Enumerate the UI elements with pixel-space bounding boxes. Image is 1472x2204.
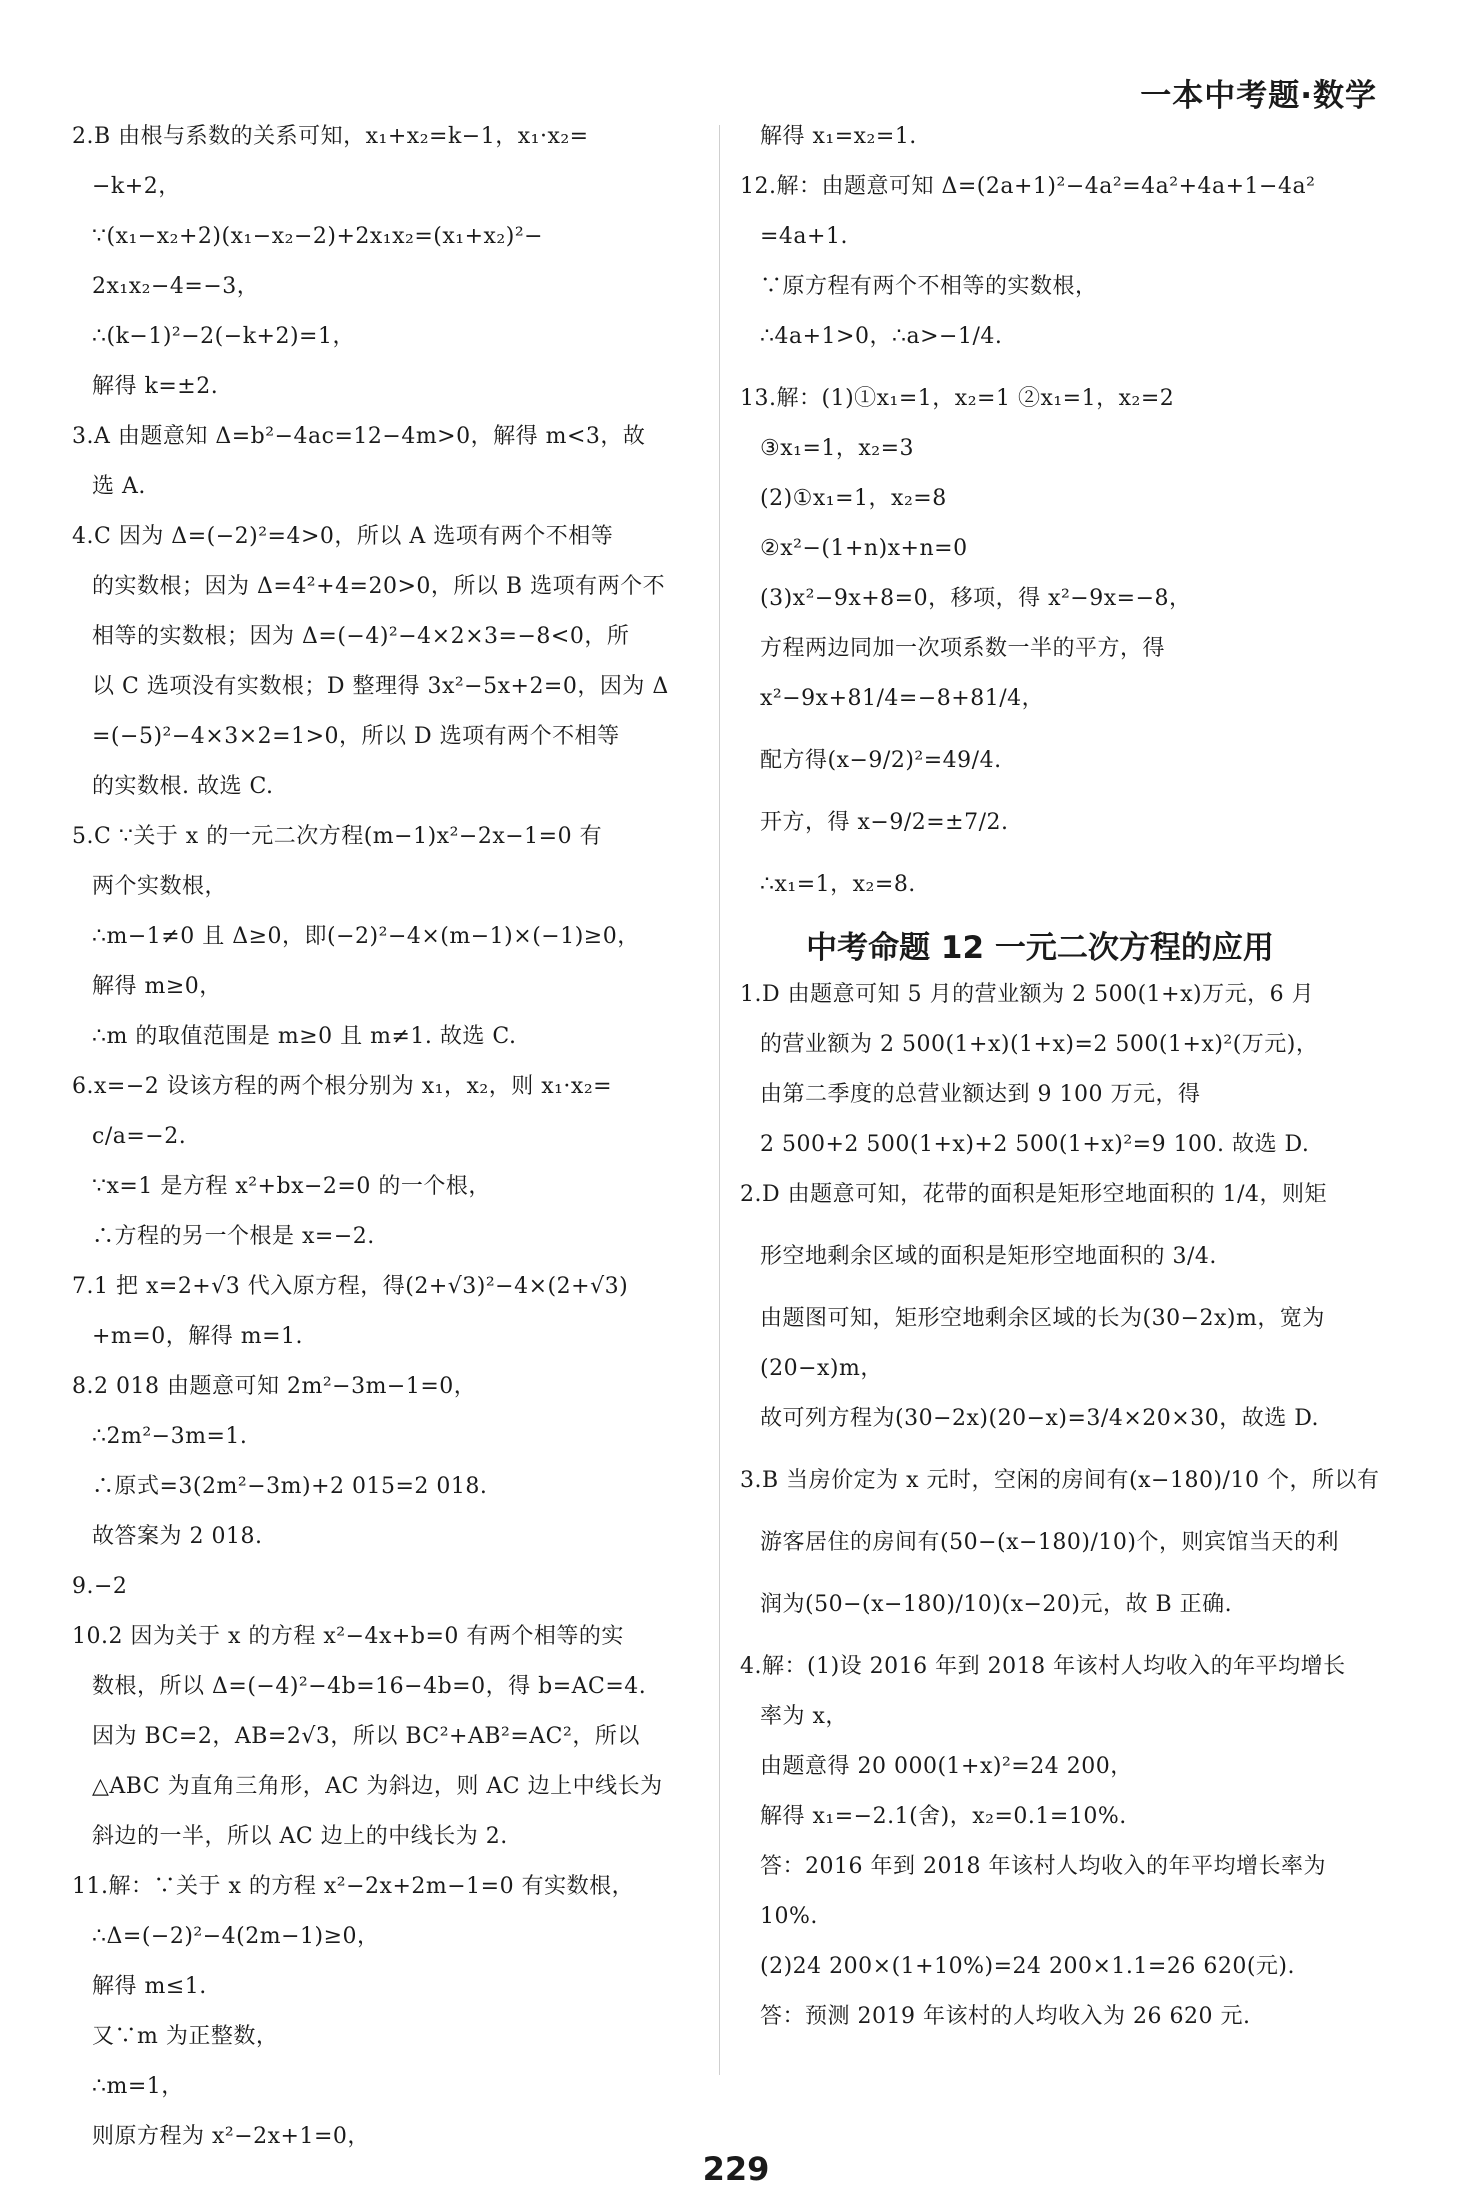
section-heading: 中考命题 12 一元二次方程的应用 (806, 930, 1274, 966)
text-line: 又∵m 为正整数， (92, 2024, 279, 2049)
text-line: 的营业额为 2 500(1+x)(1+x)=2 500(1+x)²(万元)， (760, 1032, 1319, 1057)
text-line: 2 500+2 500(1+x)+2 500(1+x)²=9 100. 故选 D. (760, 1132, 1310, 1157)
text-line: 8.2 018 由题意可知 2m²−3m−1=0， (72, 1374, 477, 1399)
text-line: ∴方程的另一个根是 x=−2. (92, 1224, 375, 1249)
text-line: 的实数根. 故选 C. (92, 774, 274, 799)
text-line: ∴x₁=1，x₂=8. (760, 872, 916, 897)
text-line: 2.D 由题意可知，花带的面积是矩形空地面积的 1/4，则矩 (740, 1182, 1328, 1207)
text-line: 形空地剩余区域的面积是矩形空地面积的 3/4. (760, 1244, 1217, 1269)
text-line: 由第二季度的总营业额达到 9 100 万元，得 (760, 1082, 1201, 1107)
text-line: 解得 m≤1. (92, 1974, 207, 1999)
text-line: 13.解：(1)①x₁=1，x₂=1 ②x₁=1，x₂=2 (740, 386, 1175, 411)
text-line: ∴4a+1>0，∴a>−1/4. (760, 324, 1003, 349)
text-line: 9.−2 (72, 1574, 128, 1599)
page-number: 229 (702, 2150, 770, 2188)
text-line: 解得 k=±2. (92, 374, 219, 399)
text-line: 11.解：∵关于 x 的方程 x²−2x+2m−1=0 有实数根， (72, 1874, 635, 1899)
text-line: ∵(x₁−x₂+2)(x₁−x₂−2)+2x₁x₂=(x₁+x₂)²− (92, 224, 544, 249)
text-line: 斜边的一半，所以 AC 边上的中线长为 2. (92, 1824, 508, 1849)
text-line: c/a=−2. (92, 1124, 187, 1149)
text-line: 方程两边同加一次项系数一半的平方，得 (760, 636, 1166, 661)
text-line: (3)x²−9x+8=0，移项，得 x²−9x=−8， (760, 586, 1192, 611)
text-line: 答：2016 年到 2018 年该村人均收入的年平均增长率为 (760, 1854, 1326, 1879)
text-line: (20−x)m， (760, 1356, 883, 1381)
text-line: x²−9x+81/4=−8+81/4， (760, 686, 1045, 711)
text-line: 因为 BC=2，AB=2√3，所以 BC²+AB²=AC²，所以 (92, 1724, 640, 1749)
text-line: 相等的实数根；因为 Δ=(−4)²−4×2×3=−8<0，所 (92, 624, 630, 649)
text-line: 配方得(x−9/2)²=49/4. (760, 748, 1002, 773)
text-line: 则原方程为 x²−2x+1=0， (92, 2124, 370, 2149)
text-line: ∴原式=3(2m²−3m)+2 015=2 018. (92, 1474, 488, 1499)
text-line: 12.解：由题意可知 Δ=(2a+1)²−4a²=4a²+4a+1−4a² (740, 174, 1316, 199)
text-line: ③x₁=1，x₂=3 (760, 436, 915, 461)
text-line: 4.C 因为 Δ=(−2)²=4>0，所以 A 选项有两个不相等 (72, 524, 614, 549)
left-column (72, 122, 697, 2172)
text-line: ∴m 的取值范围是 m≥0 且 m≠1. 故选 C. (92, 1024, 517, 1049)
text-line: ②x²−(1+n)x+n=0 (760, 536, 968, 561)
text-line: 10.2 因为关于 x 的方程 x²−4x+b=0 有两个相等的实 (72, 1624, 624, 1649)
text-line: 4.解：(1)设 2016 年到 2018 年该村人均收入的年平均增长 (740, 1654, 1346, 1679)
text-line: 1.D 由题意可知 5 月的营业额为 2 500(1+x)万元，6 月 (740, 982, 1315, 1007)
text-line: 由题意得 20 000(1+x)²=24 200， (760, 1754, 1133, 1779)
text-line: =4a+1. (760, 224, 848, 249)
text-line: 以 C 选项没有实数根；D 整理得 3x²−5x+2=0，因为 Δ (92, 674, 669, 699)
text-line: 开方，得 x−9/2=±7/2. (760, 810, 1009, 835)
text-line: 故答案为 2 018. (92, 1524, 263, 1549)
text-line: 10%. (760, 1904, 818, 1929)
text-line: 的实数根；因为 Δ=4²+4=20>0，所以 B 选项有两个不 (92, 574, 666, 599)
text-line: 解得 x₁=−2.1(舍)，x₂=0.1=10%. (760, 1804, 1127, 1829)
text-line: 游客居住的房间有(50−(x−180)/10)个，则宾馆当天的利 (760, 1530, 1339, 1555)
text-line: −k+2， (92, 174, 181, 199)
text-line: 由题图可知，矩形空地剩余区域的长为(30−2x)m，宽为 (760, 1306, 1325, 1331)
text-line: 数根，所以 Δ=(−4)²−4b=16−4b=0，得 b=AC=4. (92, 1674, 647, 1699)
text-line: 两个实数根， (92, 874, 228, 899)
text-line: ∴2m²−3m=1. (92, 1424, 248, 1449)
text-line: 润为(50−(x−180)/10)(x−20)元，故 B 正确. (760, 1592, 1233, 1617)
text-line: 3.B 当房价定为 x 元时，空闲的房间有(x−180)/10 个，所以有 (740, 1468, 1380, 1493)
text-line: 解得 x₁=x₂=1. (760, 124, 917, 149)
text-line: ∴Δ=(−2)²−4(2m−1)≥0， (92, 1924, 380, 1949)
text-line: 2.B 由根与系数的关系可知，x₁+x₂=k−1，x₁·x₂= (72, 124, 589, 149)
text-line: △ABC 为直角三角形，AC 为斜边，则 AC 边上中线长为 (92, 1774, 663, 1799)
text-line: 选 A. (92, 474, 146, 499)
text-line: 故可列方程为(30−2x)(20−x)=3/4×20×30，故选 D. (760, 1406, 1320, 1431)
text-line: ∵原方程有两个不相等的实数根， (760, 274, 1098, 299)
text-line: 解得 m≥0， (92, 974, 222, 999)
text-line: ∵x=1 是方程 x²+bx−2=0 的一个根， (92, 1174, 491, 1199)
page-header-title: 一本中考题·数学 (1140, 78, 1377, 114)
text-line: 7.1 把 x=2+√3 代入原方程，得(2+√3)²−4×(2+√3) (72, 1274, 629, 1299)
text-line: 3.A 由题意知 Δ=b²−4ac=12−4m>0，解得 m<3，故 (72, 424, 646, 449)
text-line: ∴(k−1)²−2(−k+2)=1， (92, 324, 355, 349)
column-divider (719, 125, 720, 2075)
text-line: 2x₁x₂−4=−3， (92, 274, 260, 299)
text-line: +m=0，解得 m=1. (92, 1324, 304, 1349)
text-line: ∴m=1， (92, 2074, 184, 2099)
right-column (740, 122, 1380, 2052)
text-line: ∴m−1≠0 且 Δ≥0，即(−2)²−4×(m−1)×(−1)≥0， (92, 924, 640, 949)
text-line: 率为 x， (760, 1704, 848, 1729)
text-line: (2)24 200×(1+10%)=24 200×1.1=26 620(元). (760, 1954, 1295, 1979)
text-line: 6.x=−2 设该方程的两个根分别为 x₁，x₂，则 x₁·x₂= (72, 1074, 613, 1099)
text-line: 答：预测 2019 年该村的人均收入为 26 620 元. (760, 2004, 1251, 2029)
text-line: =(−5)²−4×3×2=1>0，所以 D 选项有两个不相等 (92, 724, 620, 749)
text-line: (2)①x₁=1，x₂=8 (760, 486, 947, 511)
text-line: 5.C ∵关于 x 的一元二次方程(m−1)x²−2x−1=0 有 (72, 824, 603, 849)
